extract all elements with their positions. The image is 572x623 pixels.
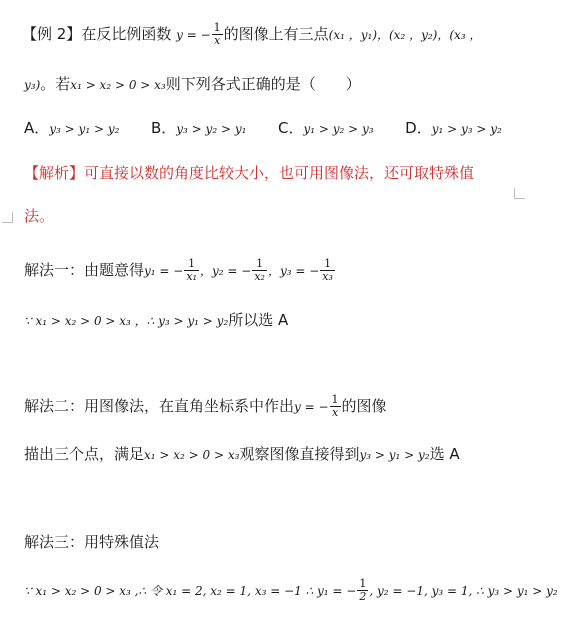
method1-y1-fraction	[184, 258, 199, 283]
example-line-2	[24, 74, 361, 95]
fraction-numerator: 1	[213, 21, 221, 34]
option-d-label: D．	[405, 119, 432, 137]
example-condition: x₁ > x₂ > 0 > x₃	[70, 78, 166, 92]
option-b-expr: y₃ > y₂ > y₁	[176, 122, 247, 136]
fraction-denominator: 2	[359, 590, 367, 603]
example-func-fraction	[212, 22, 223, 47]
method3-expr-b: , y₂ = −1, y₃ = 1, ∴ y₃ > y₁ > y₂	[369, 584, 558, 598]
method1-conclusion-text: 所以选 A	[228, 311, 289, 329]
example-text-c: 。若	[40, 75, 71, 93]
fraction-denominator: x₂	[254, 270, 265, 283]
fraction-numerator: 1	[320, 258, 335, 271]
option-a-expr: y₃ > y₁ > y₂	[49, 122, 120, 136]
fraction-denominator: x₃	[322, 270, 333, 283]
analysis-line-1: 【解析】可直接以数的角度比较大小，也可用图像法，还可取特殊值	[24, 164, 475, 182]
method2-prefix: 解法二：用图像法，在直角坐标系中作出	[24, 397, 295, 415]
fraction-numerator: 1	[252, 258, 267, 271]
margin-mark-top-left	[2, 212, 13, 223]
analysis-line-2: 法。	[24, 207, 55, 225]
example-points-line1: (x₁ ，y₁)，(x₂ ，y₂)，(x₃ ，	[328, 28, 482, 42]
method1-conclusion-expr: ∵ x₁ > x₂ > 0 > x₃ ，∴ y₃ > y₁ > y₂	[24, 314, 229, 328]
method3-fraction	[357, 578, 368, 603]
method1-prefix: 解法一：由题意得	[24, 261, 145, 279]
example-func-lhs: y = −	[176, 28, 211, 42]
method1-y3-fraction	[320, 258, 335, 283]
fraction-denominator: x	[214, 34, 221, 47]
example-points-line2: y₃)	[24, 78, 41, 92]
margin-mark-top-right	[514, 188, 525, 199]
method1-line-1	[24, 258, 336, 283]
options-row	[24, 118, 502, 139]
method2-line-1	[24, 394, 387, 419]
fraction-numerator: 1	[184, 258, 199, 271]
option-c-label: C．	[277, 119, 304, 137]
method2-line2-a: 描出三个点，满足	[24, 445, 145, 463]
example-text-b: 的图像上有三点	[223, 25, 329, 43]
method2-line2-result: y₃ > y₁ > y₂	[359, 448, 430, 462]
method2-func-fraction	[330, 394, 341, 419]
example-text-a: 在反比例函数	[81, 25, 172, 43]
method1-y2-lhs: ，y₂ = −	[199, 264, 252, 278]
example-line-1	[22, 22, 481, 47]
option-a-label: A．	[24, 119, 50, 137]
example-label: 【例 2】	[22, 25, 82, 43]
fraction-numerator: 1	[359, 577, 367, 590]
method2-line2-b: 观察图像直接得到	[239, 445, 360, 463]
option-d-expr: y₁ > y₃ > y₂	[431, 122, 502, 136]
method3-expr-a: ∵ x₁ > x₂ > 0 > x₃ ,∴ 令 x₁ = 2, x₂ = 1, x₃ = −1 ∴ y₁ = −	[24, 584, 357, 598]
option-c-expr: y₁ > y₂ > y₃	[303, 122, 374, 136]
method1-line-2	[24, 310, 288, 331]
fraction-denominator: x₁	[186, 270, 197, 283]
method2-suffix: 的图像	[341, 397, 387, 415]
example-text-d: 则下列各式正确的是（ ）	[165, 75, 361, 93]
method2-line2-c: 选 A	[429, 445, 460, 463]
method1-y1-lhs: y₁ = −	[144, 264, 184, 278]
method1-y3-lhs: ，y₃ = −	[267, 264, 320, 278]
method3-title: 解法三：用特殊值法	[24, 533, 160, 551]
option-b-label: B．	[150, 119, 177, 137]
fraction-denominator: x	[331, 406, 339, 419]
fraction-numerator: 1	[331, 393, 339, 406]
method1-y2-fraction	[252, 258, 267, 283]
method3-line-2	[24, 578, 558, 603]
method2-line2-condition: x₁ > x₂ > 0 > x₃	[144, 448, 240, 462]
method2-func-lhs: y = −	[294, 400, 329, 414]
method2-line-2	[24, 444, 460, 465]
